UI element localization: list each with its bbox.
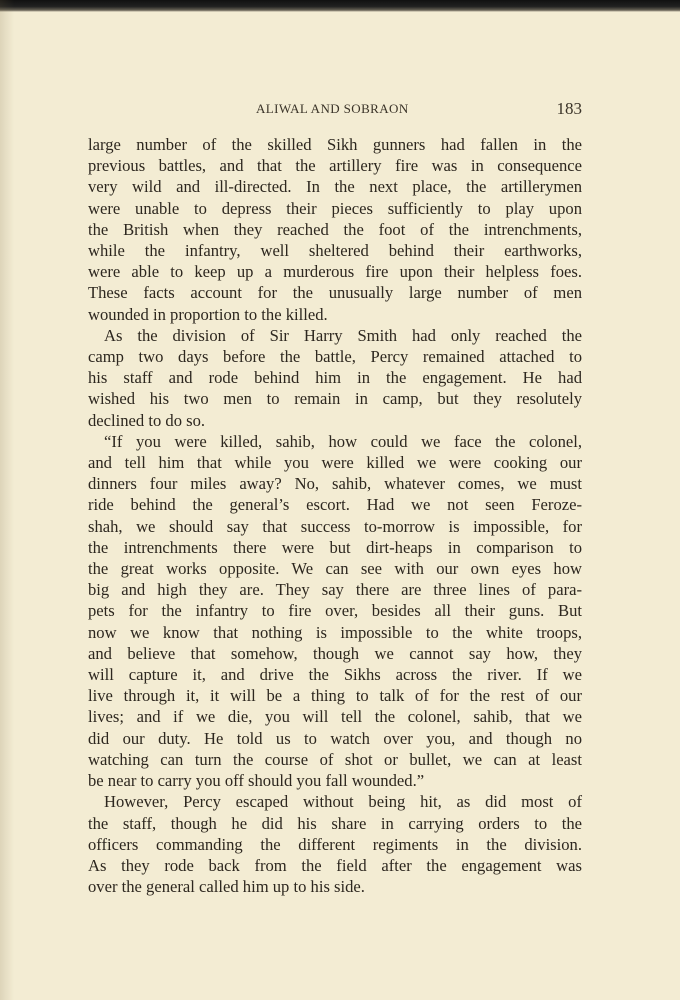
text-line: were unable to depress their pieces sufficiently to play upon	[88, 198, 582, 218]
text-line: officers commanding the different regiments in the division.	[88, 834, 582, 854]
paragraph	[88, 134, 582, 325]
text-line: wounded in proportion to the killed.	[88, 304, 328, 324]
text-line: will capture it, and drive the Sikhs across the river. If we	[88, 665, 582, 685]
text-line: over the general called him up to his side.	[88, 877, 365, 897]
text-line: As they rode back from the field after the engagement was	[88, 855, 582, 875]
page-number: 183	[556, 99, 582, 118]
text-line: big and high they are. They say there are three lines of para-	[88, 580, 582, 600]
text-line: However, Percy escaped without being hit, as did most of	[104, 792, 582, 812]
paragraph	[88, 325, 582, 431]
text-line: his staff and rode behind him in the engagement. He had	[88, 368, 582, 388]
body-text	[88, 134, 582, 897]
text-line: the British when they reached the foot of the intrenchments,	[88, 219, 582, 239]
text-line: very wild and ill-directed. In the next place, the artillerymen	[88, 177, 582, 197]
text-line: now we know that nothing is impossible to the white troops,	[88, 622, 582, 642]
text-line: As the division of Sir Harry Smith had only reached the	[104, 325, 582, 345]
text-line: the great works opposite. We can see with our own eyes how	[88, 559, 582, 579]
text-line: dinners four miles away? No, sahib, whatever comes, we must	[88, 474, 582, 494]
text-line: while the infantry, well sheltered behind their earthworks,	[88, 241, 582, 261]
text-line: large number of the skilled Sikh gunners had fallen in the	[88, 135, 582, 154]
paragraph	[88, 791, 582, 897]
text-line: shah, we should say that success to-morrow is impossible, for	[88, 516, 582, 536]
text-line: wished his two men to remain in camp, but they resolutely	[88, 389, 582, 409]
text-line: and believe that somehow, though we cannot say how, they	[88, 643, 582, 663]
text-line: pets for the infantry to fire over, besides all their guns. But	[88, 601, 582, 621]
text-line: and tell him that while you were killed we were cooking our	[88, 453, 582, 473]
text-line: were able to keep up a murderous fire upon their helpless foes.	[88, 262, 582, 282]
running-head	[88, 99, 582, 121]
text-line: live through it, it will be a thing to talk of for the rest of our	[88, 686, 582, 706]
text-line: watching can turn the course of shot or bullet, we can at least	[88, 749, 582, 769]
text-line: did our duty. He told us to watch over you, and though no	[88, 728, 582, 748]
page-top-edge	[0, 0, 680, 12]
text-line: “If you were killed, sahib, how could we face the colonel,	[104, 431, 582, 451]
text-line: the staff, though he did his share in carrying orders to the	[88, 813, 582, 833]
text-line: previous battles, and that the artillery fire was in consequence	[88, 156, 582, 176]
text-line: ride behind the general’s escort. Had we not seen Feroze-	[88, 495, 582, 515]
paragraph	[88, 431, 582, 791]
text-line: These facts account for the unusually large number of men	[88, 283, 582, 303]
text-line: lives; and if we die, you will tell the colonel, sahib, that we	[88, 707, 582, 727]
text-line: be near to carry you off should you fall wounded.”	[88, 771, 425, 791]
text-line: camp two days before the battle, Percy remained attached to	[88, 347, 582, 367]
text-line: the intrenchments there were but dirt-heaps in comparison to	[88, 537, 582, 557]
page-left-shade	[0, 0, 14, 1000]
text-line: declined to do so.	[88, 410, 206, 430]
running-title: ALIWAL AND SOBRAON	[256, 101, 409, 116]
